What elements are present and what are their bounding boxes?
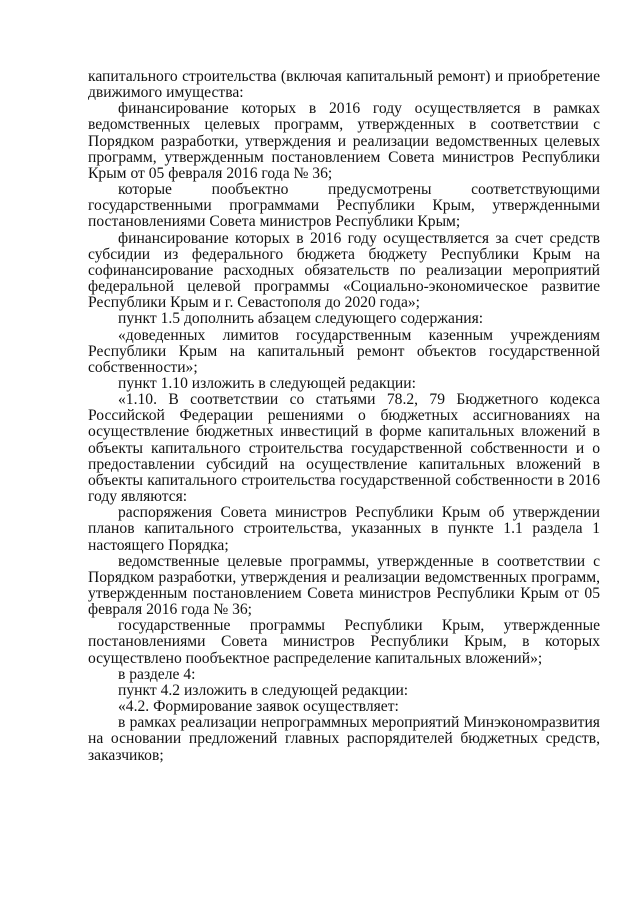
paragraph-4: финансирование которых в 2016 году осуществляется за счет средств субсидии из федерального бюджета бюджету Республики Крым на софинансирование расходных обязательств по реализации мероприятий федеральной целевой программы «Социально-экономическое развитие Республики Крым и г. Севастополя до 2020 года»; [88, 229, 600, 312]
paragraph-5: пункт 1.5 дополнить абзацем следующего содержания: [118, 310, 484, 328]
paragraph-15: в рамках реализации непрограммных мероприятий Минэкономразвития на основании предложений главных распорядителей бюджетных средств, заказчиков; [88, 714, 600, 764]
paragraph-7: пункт 1.10 изложить в следующей редакции: [118, 374, 416, 392]
paragraph-11: государственные программы Республики Крым, утвержденные постановлениями Совета министров Республики Крым, в которых осуществлено пообъектное распределение капитальных вложений»; [88, 617, 600, 667]
paragraph-8: «1.10. В соответствии со статьями 78.2, 79 Бюджетного кодекса Российской Федерации решениями о бюджетных ассигнованиях на осуществление бюджетных инвестиций в форме капитальных вложений в объекты капитального строительства государственной собственности и о предоставлении субсидий на осуществление капитальных вложений в объекты капитального строительства государственной собственности в 2016 году являются: [88, 391, 600, 506]
paragraph-9: распоряжения Совета министров Республики Крым об утверждении планов капитального строительства, указанных в пункте 1.1 раздела 1 настоящего Порядка; [88, 504, 600, 554]
document-body [88, 69, 600, 764]
paragraph-10: ведомственные целевые программы, утвержденные в соответствии с Порядком разработки, утверждения и реализации ведомственных программ, утвержденным постановлением Совета министров Республики Крым от 05 февраля 2016 года № 36; [88, 552, 600, 619]
paragraph-1: капитального строительства (включая капитальный ремонт) и приобретение движимого имущества: [88, 68, 600, 102]
paragraph-2: финансирование которых в 2016 году осуществляется в рамках ведомственных целевых программ, утвержденных в соответствии с Порядком разработки, утверждения и реализации ведомственных целевых программ, утвержденным постановлением Совета министров Республики Крым от 05 февраля 2016 года № 36; [88, 100, 600, 182]
paragraph-3: которые пообъектно предусмотрены соответствующими государственными программами Республики Крым, утвержденными постановлениями Совета министров Республики Крым; [88, 181, 600, 231]
paragraph-12: в разделе 4: [118, 665, 196, 683]
paragraph-14: «4.2. Формирование заявок осуществляет: [118, 698, 399, 716]
paragraph-13: пункт 4.2 изложить в следующей редакции: [118, 681, 409, 699]
paragraph-6: «доведенных лимитов государственным казенным учреждениям Республики Крым на капитальный ремонт объектов государственной собственности»; [88, 326, 600, 376]
